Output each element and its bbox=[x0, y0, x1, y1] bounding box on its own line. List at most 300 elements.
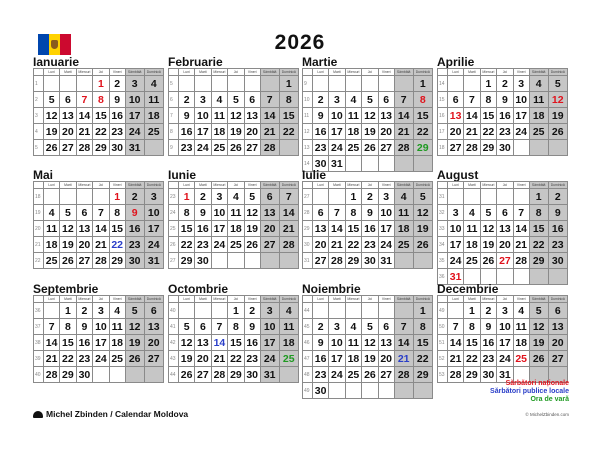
day-cell: 15 bbox=[179, 221, 195, 237]
week-number-header bbox=[303, 182, 313, 189]
day-cell: 21 bbox=[448, 351, 464, 367]
week-row bbox=[34, 92, 164, 108]
week-row bbox=[34, 367, 164, 383]
empty-day-cell bbox=[279, 367, 298, 383]
week-number: 52 bbox=[438, 351, 448, 367]
month-name: Iunie bbox=[168, 168, 197, 182]
day-cell: 4 bbox=[211, 92, 228, 108]
day-cell: 4 bbox=[529, 76, 548, 92]
day-cell: 12 bbox=[529, 319, 548, 335]
month-grid bbox=[168, 68, 299, 156]
week-number: 42 bbox=[169, 335, 179, 351]
empty-day-cell bbox=[211, 253, 228, 269]
week-row bbox=[438, 76, 568, 92]
weekday-header: Luni bbox=[448, 69, 464, 76]
day-cell: 25 bbox=[279, 351, 298, 367]
day-cell: 22 bbox=[413, 351, 432, 367]
day-cell: 26 bbox=[362, 367, 378, 383]
weekday-header: Vineri bbox=[513, 69, 529, 76]
day-cell: 7 bbox=[329, 205, 345, 221]
empty-day-cell bbox=[378, 383, 394, 399]
week-number: 48 bbox=[303, 367, 313, 383]
day-cell: 28 bbox=[260, 140, 279, 156]
day-cell: 12 bbox=[228, 108, 244, 124]
weekday-header: Sâmbătă bbox=[260, 296, 279, 303]
day-cell: 19 bbox=[125, 335, 144, 351]
day-cell: 19 bbox=[548, 108, 567, 124]
week-number: 51 bbox=[438, 335, 448, 351]
footer-site: © MichelZbinden.com bbox=[525, 412, 569, 417]
empty-day-cell bbox=[394, 76, 413, 92]
day-cell: 13 bbox=[76, 221, 93, 237]
week-number: 8 bbox=[169, 124, 179, 140]
day-cell: 23 bbox=[244, 351, 260, 367]
day-cell: 19 bbox=[228, 124, 244, 140]
week-row bbox=[303, 92, 433, 108]
weekday-header: Vineri bbox=[109, 69, 125, 76]
week-row bbox=[303, 237, 433, 253]
weekday-header: Sâmbătă bbox=[125, 69, 144, 76]
empty-day-cell bbox=[211, 76, 228, 92]
empty-day-cell bbox=[413, 156, 432, 172]
week-number: 14 bbox=[438, 76, 448, 92]
week-row bbox=[303, 140, 433, 156]
empty-day-cell bbox=[394, 383, 413, 399]
day-cell: 18 bbox=[464, 237, 480, 253]
empty-day-cell bbox=[244, 76, 260, 92]
week-row bbox=[438, 92, 568, 108]
day-cell: 4 bbox=[394, 189, 413, 205]
day-cell: 12 bbox=[362, 335, 378, 351]
empty-day-cell bbox=[513, 189, 529, 205]
week-row bbox=[438, 140, 568, 156]
day-cell: 5 bbox=[60, 205, 76, 221]
day-cell: 2 bbox=[362, 189, 378, 205]
empty-day-cell bbox=[413, 383, 432, 399]
week-number: 25 bbox=[169, 221, 179, 237]
weekday-header: Marti bbox=[60, 182, 76, 189]
empty-day-cell bbox=[93, 367, 109, 383]
day-cell: 27 bbox=[378, 140, 394, 156]
day-cell: 18 bbox=[345, 351, 362, 367]
week-row bbox=[34, 351, 164, 367]
day-cell: 12 bbox=[480, 221, 497, 237]
day-cell: 30 bbox=[313, 383, 329, 399]
weekday-header: Duminică bbox=[413, 182, 432, 189]
day-cell: 8 bbox=[109, 205, 125, 221]
weekday-header: Vineri bbox=[378, 69, 394, 76]
week-number: 33 bbox=[438, 221, 448, 237]
day-cell: 11 bbox=[44, 221, 60, 237]
weekday-header: Joi bbox=[93, 69, 109, 76]
day-cell: 13 bbox=[313, 221, 329, 237]
day-cell: 15 bbox=[413, 335, 432, 351]
weekday-header: Joi bbox=[497, 296, 513, 303]
weekday-header: Duminică bbox=[279, 182, 298, 189]
month-grid bbox=[302, 295, 433, 399]
empty-day-cell bbox=[513, 140, 529, 156]
weekday-header: Marti bbox=[60, 69, 76, 76]
day-cell: 8 bbox=[228, 319, 244, 335]
day-cell: 4 bbox=[464, 205, 480, 221]
day-cell: 29 bbox=[228, 367, 244, 383]
day-cell: 30 bbox=[362, 253, 378, 269]
day-cell: 7 bbox=[513, 205, 529, 221]
day-cell: 17 bbox=[329, 124, 345, 140]
day-cell: 12 bbox=[244, 205, 260, 221]
empty-day-cell bbox=[179, 76, 195, 92]
day-cell: 31 bbox=[144, 253, 163, 269]
day-cell: 6 bbox=[244, 92, 260, 108]
empty-day-cell bbox=[60, 76, 76, 92]
day-cell: 28 bbox=[513, 253, 529, 269]
week-row bbox=[169, 140, 299, 156]
day-cell: 19 bbox=[60, 237, 76, 253]
day-cell: 14 bbox=[394, 335, 413, 351]
week-number: 9 bbox=[169, 140, 179, 156]
day-cell: 20 bbox=[260, 221, 279, 237]
day-cell: 20 bbox=[448, 124, 464, 140]
day-cell: 3 bbox=[329, 92, 345, 108]
week-row bbox=[34, 205, 164, 221]
week-number: 18 bbox=[34, 189, 44, 205]
day-cell: 30 bbox=[313, 156, 329, 172]
day-cell: 10 bbox=[329, 108, 345, 124]
day-cell: 13 bbox=[548, 319, 567, 335]
day-cell: 28 bbox=[448, 367, 464, 383]
weekday-header: Vineri bbox=[378, 296, 394, 303]
weekday-header: Duminică bbox=[548, 69, 567, 76]
day-cell: 20 bbox=[548, 335, 567, 351]
day-cell: 2 bbox=[179, 92, 195, 108]
day-cell: 16 bbox=[125, 221, 144, 237]
weekday-header: Marti bbox=[464, 296, 480, 303]
month-grid bbox=[302, 181, 433, 269]
week-row bbox=[303, 76, 433, 92]
week-number: 50 bbox=[438, 319, 448, 335]
day-cell: 10 bbox=[195, 108, 211, 124]
weekday-header: Luni bbox=[179, 182, 195, 189]
week-row bbox=[169, 76, 299, 92]
day-cell: 8 bbox=[179, 205, 195, 221]
weekday-header: Miercuri bbox=[76, 296, 93, 303]
week-row bbox=[169, 205, 299, 221]
week-number: 32 bbox=[438, 205, 448, 221]
week-number-header bbox=[303, 296, 313, 303]
day-cell: 25 bbox=[211, 140, 228, 156]
week-number: 19 bbox=[34, 205, 44, 221]
day-cell: 10 bbox=[260, 319, 279, 335]
day-cell: 22 bbox=[93, 124, 109, 140]
day-cell: 18 bbox=[279, 335, 298, 351]
day-cell: 28 bbox=[394, 367, 413, 383]
weekday-header: Vineri bbox=[513, 182, 529, 189]
day-cell: 13 bbox=[60, 108, 76, 124]
week-row bbox=[34, 189, 164, 205]
weekday-header: Vineri bbox=[513, 296, 529, 303]
empty-day-cell bbox=[279, 140, 298, 156]
week-row bbox=[169, 189, 299, 205]
empty-day-cell bbox=[179, 303, 195, 319]
empty-day-cell bbox=[44, 189, 60, 205]
weekday-header: Marti bbox=[329, 182, 345, 189]
day-cell: 9 bbox=[125, 205, 144, 221]
day-cell: 5 bbox=[244, 189, 260, 205]
day-cell: 6 bbox=[448, 92, 464, 108]
day-cell: 18 bbox=[345, 124, 362, 140]
day-cell: 5 bbox=[529, 303, 548, 319]
day-cell: 1 bbox=[279, 76, 298, 92]
week-number: 7 bbox=[169, 108, 179, 124]
week-row bbox=[438, 319, 568, 335]
day-cell: 24 bbox=[378, 237, 394, 253]
day-cell: 8 bbox=[529, 205, 548, 221]
day-cell: 1 bbox=[413, 303, 432, 319]
empty-day-cell bbox=[345, 76, 362, 92]
day-cell: 18 bbox=[394, 221, 413, 237]
day-cell: 14 bbox=[211, 335, 228, 351]
month-grid bbox=[168, 295, 299, 383]
weekday-header: Luni bbox=[44, 182, 60, 189]
day-cell: 6 bbox=[144, 303, 163, 319]
week-number: 13 bbox=[303, 140, 313, 156]
week-number: 49 bbox=[438, 303, 448, 319]
day-cell: 7 bbox=[260, 92, 279, 108]
day-cell: 20 bbox=[244, 124, 260, 140]
empty-day-cell bbox=[93, 189, 109, 205]
day-cell: 26 bbox=[413, 237, 432, 253]
legend-summer-time: Ora de vară bbox=[530, 396, 569, 403]
empty-day-cell bbox=[529, 269, 548, 285]
day-cell: 9 bbox=[109, 92, 125, 108]
weekday-header: Sâmbătă bbox=[394, 296, 413, 303]
week-number: 47 bbox=[303, 351, 313, 367]
week-number: 45 bbox=[303, 319, 313, 335]
empty-day-cell bbox=[513, 269, 529, 285]
week-number: 17 bbox=[438, 124, 448, 140]
day-cell: 3 bbox=[125, 76, 144, 92]
day-cell: 14 bbox=[260, 108, 279, 124]
day-cell: 24 bbox=[329, 140, 345, 156]
week-number-header bbox=[303, 69, 313, 76]
weekday-header: Vineri bbox=[109, 296, 125, 303]
day-cell: 3 bbox=[448, 205, 464, 221]
day-cell: 16 bbox=[480, 335, 497, 351]
weekday-header: Miercuri bbox=[211, 69, 228, 76]
empty-day-cell bbox=[329, 303, 345, 319]
weekday-header: Marti bbox=[329, 296, 345, 303]
day-cell: 31 bbox=[260, 367, 279, 383]
month-name: Octombrie bbox=[168, 282, 229, 296]
empty-day-cell bbox=[529, 140, 548, 156]
day-cell: 14 bbox=[279, 205, 298, 221]
week-number: 9 bbox=[303, 76, 313, 92]
empty-day-cell bbox=[480, 189, 497, 205]
empty-day-cell bbox=[195, 303, 211, 319]
day-cell: 12 bbox=[413, 205, 432, 221]
weekday-header: Luni bbox=[179, 69, 195, 76]
week-number: 49 bbox=[303, 383, 313, 399]
empty-day-cell bbox=[362, 383, 378, 399]
day-cell: 25 bbox=[529, 124, 548, 140]
week-number: 21 bbox=[34, 237, 44, 253]
week-row bbox=[438, 351, 568, 367]
day-cell: 15 bbox=[228, 335, 244, 351]
day-cell: 15 bbox=[93, 108, 109, 124]
weekday-header: Vineri bbox=[378, 182, 394, 189]
day-cell: 3 bbox=[195, 92, 211, 108]
week-number: 38 bbox=[34, 335, 44, 351]
day-cell: 11 bbox=[144, 92, 163, 108]
day-cell: 24 bbox=[329, 367, 345, 383]
weekday-header: Joi bbox=[228, 182, 244, 189]
day-cell: 27 bbox=[497, 253, 513, 269]
day-cell: 16 bbox=[76, 335, 93, 351]
weekday-header: Marti bbox=[195, 296, 211, 303]
weekday-header: Sâmbătă bbox=[125, 182, 144, 189]
weekday-header: Joi bbox=[362, 69, 378, 76]
day-cell: 6 bbox=[260, 189, 279, 205]
week-number-header bbox=[438, 69, 448, 76]
day-cell: 29 bbox=[93, 140, 109, 156]
empty-day-cell bbox=[362, 156, 378, 172]
empty-day-cell bbox=[329, 76, 345, 92]
weekday-header: Duminică bbox=[144, 69, 163, 76]
day-cell: 15 bbox=[529, 221, 548, 237]
day-cell: 2 bbox=[480, 303, 497, 319]
day-cell: 10 bbox=[144, 205, 163, 221]
day-cell: 7 bbox=[279, 189, 298, 205]
day-cell: 3 bbox=[378, 189, 394, 205]
empty-day-cell bbox=[448, 76, 464, 92]
day-cell: 12 bbox=[548, 92, 567, 108]
day-cell: 11 bbox=[211, 108, 228, 124]
weekday-header: Marti bbox=[464, 182, 480, 189]
week-row bbox=[303, 303, 433, 319]
day-cell: 24 bbox=[195, 140, 211, 156]
weekday-header: Miercuri bbox=[211, 182, 228, 189]
empty-day-cell bbox=[44, 76, 60, 92]
day-cell: 16 bbox=[362, 221, 378, 237]
day-cell: 27 bbox=[144, 351, 163, 367]
week-number: 29 bbox=[303, 221, 313, 237]
week-number: 53 bbox=[438, 367, 448, 383]
day-cell: 10 bbox=[125, 92, 144, 108]
day-cell: 4 bbox=[345, 319, 362, 335]
empty-day-cell bbox=[313, 76, 329, 92]
week-row bbox=[34, 303, 164, 319]
day-cell: 23 bbox=[109, 124, 125, 140]
week-number-header bbox=[438, 182, 448, 189]
week-number-header bbox=[169, 182, 179, 189]
day-cell: 4 bbox=[144, 76, 163, 92]
week-number: 23 bbox=[169, 189, 179, 205]
day-cell: 13 bbox=[378, 108, 394, 124]
day-cell: 19 bbox=[362, 351, 378, 367]
day-cell: 20 bbox=[378, 351, 394, 367]
weekday-header: Marti bbox=[195, 69, 211, 76]
day-cell: 11 bbox=[529, 92, 548, 108]
empty-day-cell bbox=[76, 189, 93, 205]
week-number: 43 bbox=[169, 351, 179, 367]
week-row bbox=[303, 383, 433, 399]
day-cell: 4 bbox=[345, 92, 362, 108]
week-number: 20 bbox=[34, 221, 44, 237]
day-cell: 5 bbox=[125, 303, 144, 319]
empty-day-cell bbox=[211, 303, 228, 319]
day-cell: 29 bbox=[413, 140, 432, 156]
day-cell: 28 bbox=[279, 237, 298, 253]
day-cell: 23 bbox=[362, 237, 378, 253]
week-number: 34 bbox=[438, 237, 448, 253]
week-number: 18 bbox=[438, 140, 448, 156]
day-cell: 3 bbox=[144, 189, 163, 205]
week-number: 41 bbox=[169, 319, 179, 335]
weekday-header: Sâmbătă bbox=[529, 69, 548, 76]
day-cell: 24 bbox=[260, 351, 279, 367]
day-cell: 27 bbox=[448, 140, 464, 156]
week-row bbox=[169, 221, 299, 237]
day-cell: 22 bbox=[345, 237, 362, 253]
day-cell: 13 bbox=[497, 221, 513, 237]
day-cell: 11 bbox=[394, 205, 413, 221]
day-cell: 23 bbox=[76, 351, 93, 367]
day-cell: 1 bbox=[464, 303, 480, 319]
day-cell: 20 bbox=[76, 237, 93, 253]
day-cell: 1 bbox=[60, 303, 76, 319]
week-number: 24 bbox=[169, 205, 179, 221]
day-cell: 30 bbox=[497, 140, 513, 156]
day-cell: 4 bbox=[44, 205, 60, 221]
weekday-header: Miercuri bbox=[480, 182, 497, 189]
empty-day-cell bbox=[497, 269, 513, 285]
empty-day-cell bbox=[394, 156, 413, 172]
week-row bbox=[438, 335, 568, 351]
empty-day-cell bbox=[260, 253, 279, 269]
week-number-header bbox=[169, 296, 179, 303]
week-row bbox=[34, 76, 164, 92]
empty-day-cell bbox=[362, 303, 378, 319]
week-number: 40 bbox=[34, 367, 44, 383]
day-cell: 2 bbox=[548, 189, 567, 205]
week-number: 10 bbox=[303, 92, 313, 108]
day-cell: 30 bbox=[109, 140, 125, 156]
day-cell: 9 bbox=[497, 92, 513, 108]
week-number: 27 bbox=[303, 189, 313, 205]
day-cell: 17 bbox=[513, 108, 529, 124]
day-cell: 31 bbox=[448, 269, 464, 285]
day-cell: 31 bbox=[329, 156, 345, 172]
empty-day-cell bbox=[548, 140, 567, 156]
day-cell: 3 bbox=[211, 189, 228, 205]
day-cell: 10 bbox=[378, 205, 394, 221]
day-cell: 9 bbox=[76, 319, 93, 335]
day-cell: 10 bbox=[497, 319, 513, 335]
week-row bbox=[34, 140, 164, 156]
empty-day-cell bbox=[228, 253, 244, 269]
day-cell: 5 bbox=[480, 205, 497, 221]
empty-day-cell bbox=[464, 76, 480, 92]
calendar-year-title: 2026 bbox=[274, 31, 326, 54]
week-row bbox=[438, 205, 568, 221]
day-cell: 17 bbox=[93, 335, 109, 351]
month-grid bbox=[33, 181, 164, 269]
legend-local-public-holidays: Sărbători publice locale bbox=[490, 388, 569, 395]
week-number: 1 bbox=[34, 76, 44, 92]
day-cell: 21 bbox=[260, 124, 279, 140]
day-cell: 13 bbox=[244, 108, 260, 124]
day-cell: 26 bbox=[60, 253, 76, 269]
